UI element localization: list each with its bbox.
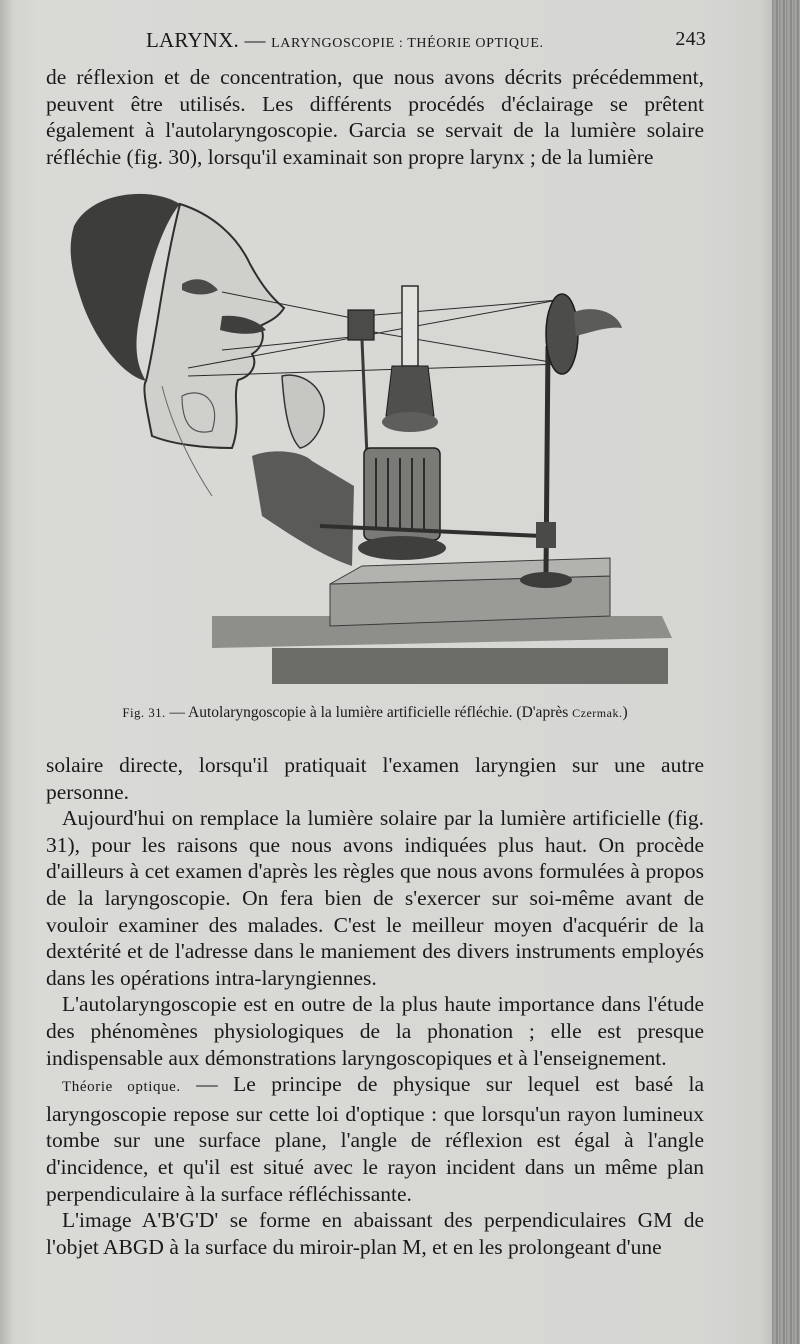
paragraph-image-formation: L'image A'B'G'D' se forme en abaissant des perpendiculaires GM de l'objet ABGD à la surface du miroir-plan M, et en les prolongeant d'une [46,1208,704,1259]
caption-end: ) [622,704,628,721]
book-spine [772,0,800,1344]
paragraph-continuation: solaire directe, lorsqu'il pratiquait l'examen laryngien sur une autre personne. [46,753,704,804]
header-section: LARYNX. — [146,28,266,52]
header-subtitle: LARYNGOSCOPIE : THÉORIE OPTIQUE. [271,36,544,51]
paragraph-importance: L'autolaryngoscopie est en outre de la plus haute importance dans l'étude des phénomènes physiologiques de la phonation ; elle est presque indispensable aux démonstrations laryngoscopiques et à l'enseignement. [46,992,704,1070]
body-text [46,752,704,1260]
lamp-chimney [402,286,418,366]
caption-author: Czermak. [572,706,623,720]
running-header [46,28,706,58]
lamp-burner [386,366,434,416]
paragraph-optical-theory [46,1071,704,1207]
paragraph-intro [46,64,704,170]
caption-text: — Autolaryngoscopie à la lumière artificielle réfléchie. (D'après [165,704,573,721]
reflector-knob [574,309,622,336]
optical-theory-heading: Théorie optique. [62,1079,181,1096]
table-edge [272,648,668,684]
paragraph-artificial-light: Aujourd'hui on remplace la lumière solaire par la lumière artificielle (fig. 31), pour les raisons que nous avons indiquées plus haut. On procède d'ailleurs à cet examen d'après les règles que nous avons formulées à propos de la laryngoscopie. On fera bien de s'exercer sur soi-même avant de vouloir examiner des malades. C'est le meilleur moyen d'acquérir de la dextérité et de l'adresse dans le maniement des divers instruments employés dans les opérations intra-laryngiennes. [46,806,704,990]
stand-clamp [536,522,556,548]
page-number: 243 [675,28,706,50]
autolaryngoscopy-illustration [62,186,682,686]
optical-theory-text: — Le principe de physique sur lequel est basé la laryngoscopie repose sur cette loi d'optique : que lorsqu'un rayon lumineux tombe sur une surface plane, l'angle de réflexion est égal à l'angle d'incidence, et qu'il est situé avec le rayon incident dans un même plan perpendiculaire à la surface réfléchissante. [46,1072,704,1206]
concave-reflector [546,294,578,374]
paragraph-intro-text: de réflexion et de concentration, que nous avons décrits précédemment, peuvent être utilisés. Les différents procédés d'éclairage se prêtent également à l'autolaryngoscopie. Garcia se servait de la lumière solaire réfléchie (fig. 30), lorsqu'il examinait son propre larynx ; de la lumière [46,65,704,169]
coat-collar [252,451,354,566]
hand [282,375,324,448]
lamp-collar [382,412,438,432]
hand-mirror [348,310,374,340]
figure-caption [46,704,704,722]
header-title [146,28,544,53]
lamp-base [358,536,446,560]
reflector-stand-foot [520,572,572,588]
caption-label: Fig. 31. [122,705,166,720]
